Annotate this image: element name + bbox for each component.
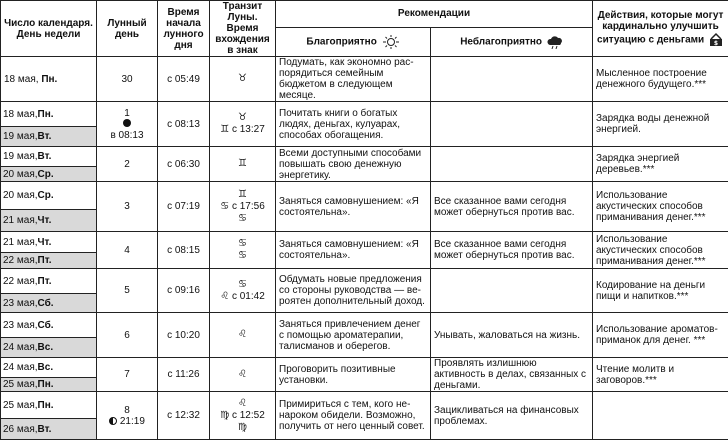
zodiac-entry-time: с 17:56 [232, 201, 265, 212]
table-row [1, 313, 728, 358]
zodiac-sign-icon: ♌ [238, 369, 247, 380]
start-time-cell: с 07:19 [158, 182, 210, 232]
zodiac-sign-icon: ♊ [238, 189, 247, 200]
lunar-day-cell [97, 182, 158, 232]
action-cell: Использование ароматов-приманок для денег. *** [593, 313, 728, 358]
svg-text:$: $ [714, 40, 718, 47]
action-cell: Использование акустических способов приманивания денег.*** [593, 182, 728, 232]
zodiac-sign-icon: ♉ [238, 73, 247, 84]
action-cell: Использование акустических способов приманивания денег.*** [593, 232, 728, 269]
table-row [1, 102, 728, 147]
start-time-cell: с 09:16 [158, 269, 210, 313]
lunar-day-cell [97, 232, 158, 269]
transit-cell [210, 313, 276, 358]
zodiac-sign-icon: ♍ [220, 410, 229, 421]
favorable-cell: Почитать книги о богатых людях, деньгах, кулуарах, способах обогащения. [276, 102, 431, 147]
date-primary: 25 мая, Пн. [3, 392, 94, 418]
favorable-cell: Примириться с тем, кого ненароком обидели. Возможно, получить от него ценный совет. [276, 392, 431, 440]
zodiac-sign-icon: ♍ [238, 422, 247, 433]
unfavorable-cell: Зацикливаться на финансовых проблемах. [431, 392, 593, 440]
header-favorable-cell [276, 27, 431, 56]
favorable-cell: Подумать, как экономно распорядиться семейным бюджетом в следующем месяце. [276, 57, 431, 102]
date-secondary: 25 мая, Пн. [1, 377, 96, 391]
header-recommendations: Рекомендации [276, 1, 593, 28]
header-unfavorable-cell [431, 27, 593, 56]
unfavorable-cell: Унывать, жаловаться на жизнь. [431, 313, 593, 358]
lunar-day-number: 2 [124, 159, 130, 170]
zodiac-sign-icon: ♋ [238, 279, 247, 290]
lunar-day-number: 6 [124, 330, 130, 341]
sun-icon [382, 35, 400, 49]
start-time-cell: с 10:20 [158, 313, 210, 358]
favorable-cell: Обдумать новые предложения со стороны руководства — вероятен дополнительный доход. [276, 269, 431, 313]
lunar-day-cell [97, 57, 158, 102]
date-secondary: 24 мая, Вс. [1, 337, 96, 357]
zodiac-sign-icon: ♌ [238, 398, 247, 409]
start-time-cell: с 08:13 [158, 102, 210, 147]
first-quarter-moon-icon [109, 417, 117, 425]
zodiac-sign-icon: ♊ [238, 158, 247, 169]
favorable-cell: Всеми доступными способами повышать свою денежную энергетику. [276, 147, 431, 182]
header-actions: Действия, которые могут кардинально улучшить ситуацию с деньгами [597, 10, 723, 46]
header-unfavorable: Неблагоприятно [460, 37, 542, 48]
lunar-day-number: 1 [100, 108, 154, 119]
lunar-day-number: 5 [124, 285, 130, 296]
date-primary: 23 мая, Сб. [3, 313, 94, 337]
lunar-day-cell [97, 392, 158, 440]
header-actions-cell [593, 1, 728, 57]
start-time-cell: с 12:32 [158, 392, 210, 440]
lunar-day-cell [97, 269, 158, 313]
zodiac-sign-icon: ♌ [220, 291, 229, 302]
start-time-cell: с 11:26 [158, 358, 210, 392]
start-time-cell: с 08:15 [158, 232, 210, 269]
transit-cell [210, 182, 276, 232]
lunar-day-number: 8 [100, 405, 154, 416]
table-row [1, 232, 728, 269]
zodiac-entry-time: с 13:27 [232, 124, 265, 135]
date-primary: 18 мая, Пн. [4, 74, 93, 85]
lunar-day-cell [97, 358, 158, 392]
date-secondary: 20 мая, Ср. [1, 166, 96, 181]
table-row [1, 147, 728, 182]
unfavorable-cell: Все сказанное вами сегодня может обернуться против вас. [431, 232, 593, 269]
action-cell: Зарядка воды денежной энергией. [593, 102, 728, 147]
lunar-day-number: 7 [124, 369, 130, 380]
date-secondary: 22 мая, Пт. [1, 252, 96, 268]
transit-cell [210, 232, 276, 269]
date-secondary: 19 мая, Вт. [1, 126, 96, 146]
transit-cell [210, 147, 276, 182]
unfavorable-cell [431, 102, 593, 147]
action-cell: Кодирование на деньги пищи и напитков.*** [593, 269, 728, 313]
lunar-day-number: 30 [121, 74, 132, 85]
transit-cell [210, 392, 276, 440]
zodiac-sign-icon: ♋ [220, 201, 229, 212]
transit-cell [210, 269, 276, 313]
unfavorable-cell [431, 147, 593, 182]
cloud-icon [547, 35, 563, 49]
money-icon [708, 32, 724, 48]
date-secondary: 21 мая, Чт. [1, 209, 96, 231]
date-cell [1, 57, 97, 102]
date-cell [1, 269, 97, 313]
zodiac-entry-time: с 01:42 [232, 291, 265, 302]
date-primary: 18 мая, Пн. [3, 102, 94, 126]
lunar-day-time: 21:19 [120, 416, 145, 427]
date-primary: 22 мая, Пт. [3, 269, 94, 293]
date-primary: 21 мая, Чт. [3, 232, 94, 252]
start-time-cell: с 05:49 [158, 57, 210, 102]
zodiac-sign-icon: ♋ [238, 238, 247, 249]
action-cell: Мысленное построение денежного будущего.*** [593, 57, 728, 102]
date-secondary: 26 мая, Вт. [1, 418, 96, 439]
date-cell [1, 102, 97, 147]
table-row [1, 392, 728, 440]
favorable-cell: Заняться самовнушением: «Я состоятельна». [276, 232, 431, 269]
date-cell [1, 232, 97, 269]
zodiac-sign-icon: ♋ [238, 213, 247, 224]
date-cell [1, 358, 97, 392]
lunar-day-cell [97, 313, 158, 358]
action-cell: Чтение молитв и заговоров.*** [593, 358, 728, 392]
date-primary: 19 мая, Вт. [3, 147, 94, 166]
zodiac-entry-time: с 12:52 [232, 410, 265, 421]
zodiac-sign-icon: ♉ [238, 112, 247, 123]
date-primary: 20 мая, Ср. [3, 182, 94, 209]
unfavorable-cell: Проявлять излишнюю активность в делах, связанных с деньгами. [431, 358, 593, 392]
table-row [1, 182, 728, 232]
date-primary: 24 мая, Вс. [3, 359, 94, 377]
header-favorable: Благоприятно [306, 37, 376, 48]
header-start-time: Время начала лунного дня [158, 1, 210, 57]
transit-cell [210, 57, 276, 102]
header-date: Число календаря. День недели [1, 1, 97, 57]
date-cell [1, 147, 97, 182]
transit-cell [210, 358, 276, 392]
lunar-day-cell [97, 147, 158, 182]
zodiac-sign-icon: ♊ [220, 124, 229, 135]
new-moon-icon [123, 119, 131, 127]
unfavorable-cell [431, 269, 593, 313]
start-time-cell: с 06:30 [158, 147, 210, 182]
favorable-cell: Заняться самовнушением: «Я состоятельна». [276, 182, 431, 232]
table-row [1, 57, 728, 102]
unfavorable-cell [431, 57, 593, 102]
date-cell [1, 182, 97, 232]
unfavorable-cell: Все сказанное вами сегодня может обернуться против вас. [431, 182, 593, 232]
lunar-day-number: 4 [124, 245, 130, 256]
header-lunar-day: Лунный день [97, 1, 158, 57]
lunar-day-cell [97, 102, 158, 147]
action-cell [593, 392, 728, 440]
table-row [1, 358, 728, 392]
date-secondary: 23 мая, Сб. [1, 293, 96, 312]
header-transit: Транзит Луны. Время вхождения в знак [210, 1, 276, 57]
lunar-day-number: 3 [124, 201, 130, 212]
favorable-cell: Проговорить позитивные установки. [276, 358, 431, 392]
transit-cell [210, 102, 276, 147]
table-row [1, 269, 728, 313]
lunar-day-time: в 08:13 [100, 130, 154, 141]
zodiac-sign-icon: ♌ [238, 329, 247, 340]
zodiac-sign-icon: ♋ [238, 250, 247, 261]
date-cell [1, 313, 97, 358]
action-cell: Зарядка энергией деревьев.*** [593, 147, 728, 182]
favorable-cell: Заняться привлечением денег с помощью ароматерапии, талисманов и оберегов. [276, 313, 431, 358]
date-cell [1, 392, 97, 440]
